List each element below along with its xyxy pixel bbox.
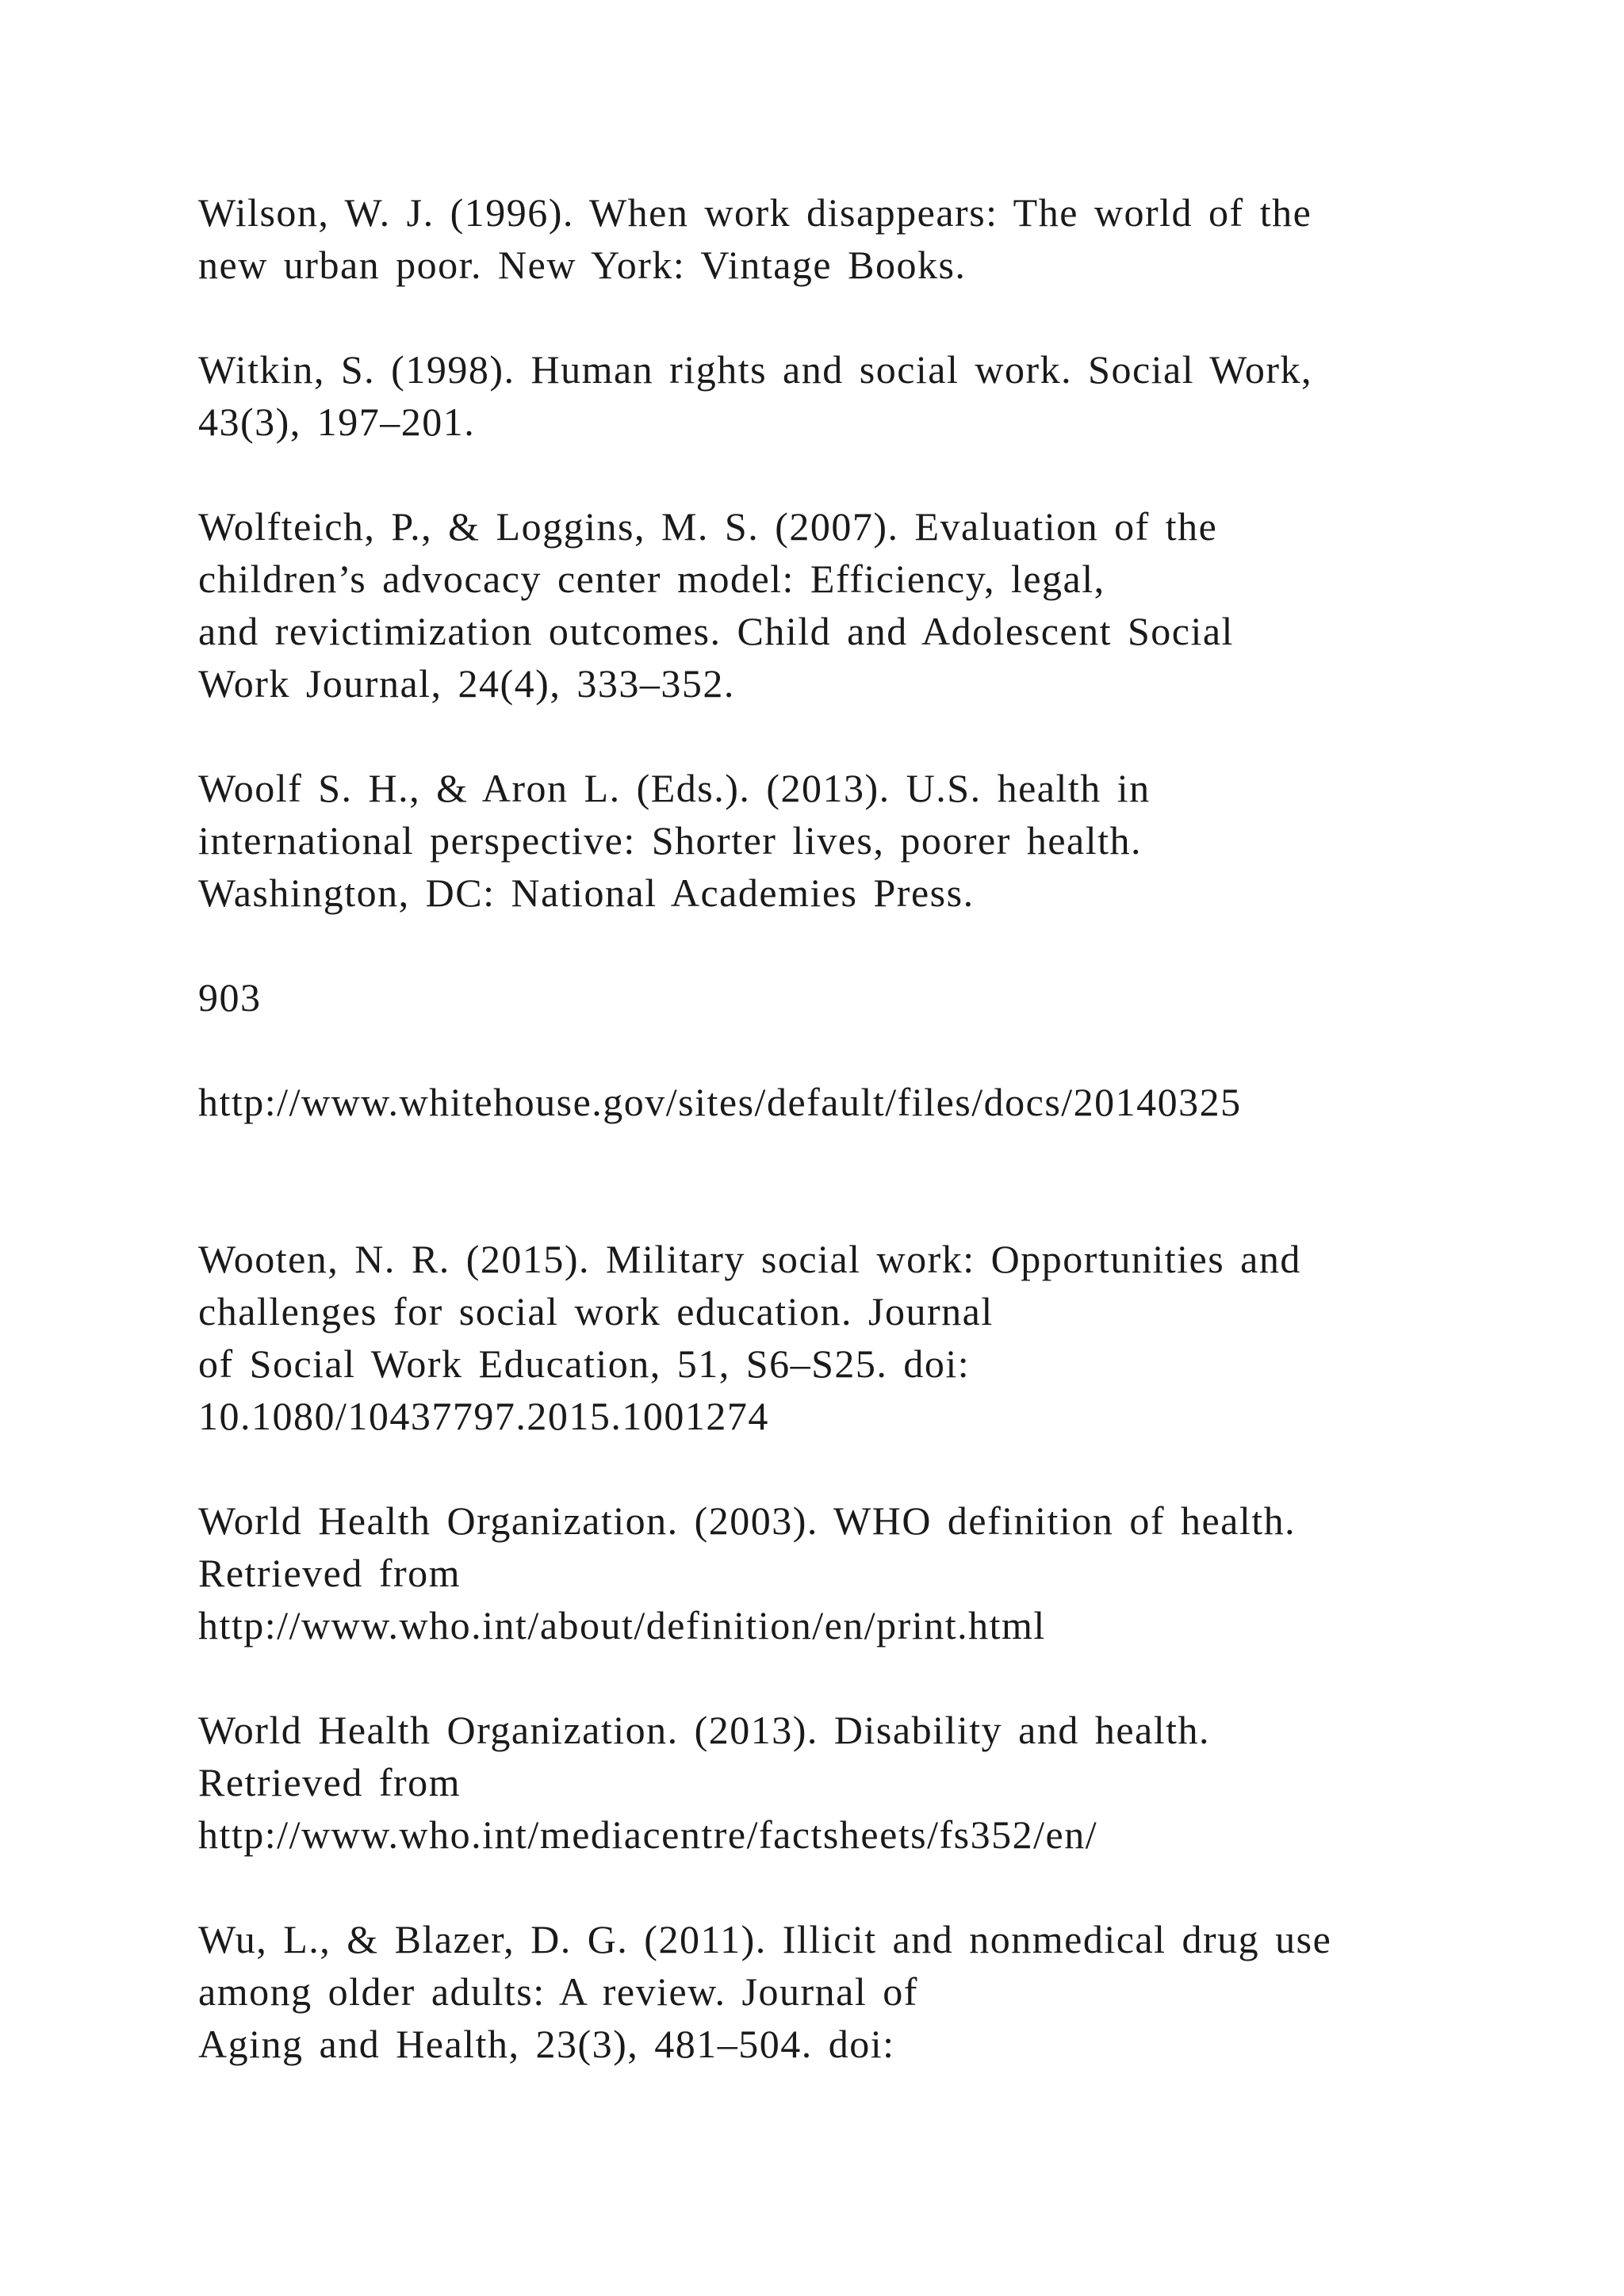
reference-entry: [198, 1494, 1499, 1651]
reference-entry: [198, 1233, 1499, 1442]
reference-line: of Social Work Education, 51, S6–S25. doi:: [198, 1341, 971, 1386]
url-fragment: http://www.whitehouse.gov/sites/default/files/docs/20140325: [198, 1080, 1242, 1124]
reference-line: Witkin, S. (1998). Human rights and social work. Social Work,: [198, 347, 1313, 392]
reference-line: Retrieved from: [198, 1551, 462, 1595]
page-number: 903: [198, 975, 262, 1020]
reference-line: Work Journal, 24(4), 333–352.: [198, 661, 735, 706]
reference-line: and revictimization outcomes. Child and Adolescent Social: [198, 609, 1234, 653]
reference-line: World Health Organization. (2003). WHO definition of health.: [198, 1498, 1297, 1543]
reference-url: http://www.who.int/about/definition/en/print.html: [198, 1603, 1046, 1647]
reference-line: Washington, DC: National Academies Press.: [198, 871, 975, 915]
reference-line: among older adults: A review. Journal of: [198, 1969, 918, 2014]
reference-entry: [198, 500, 1499, 710]
reference-line: new urban poor. New York: Vintage Books.: [198, 243, 967, 287]
reference-list: [198, 186, 1499, 2122]
reference-entry: [198, 343, 1499, 448]
reference-url: http://www.who.int/mediacentre/factsheets/fs352/en/: [198, 1812, 1098, 1857]
reference-line: Retrieved from: [198, 1760, 462, 1804]
reference-line: international perspective: Shorter lives, poorer health.: [198, 818, 1143, 863]
reference-line: Wu, L., & Blazer, D. G. (2011). Illicit and nonmedical drug use: [198, 1917, 1332, 1961]
reference-line: 10.1080/10437797.2015.1001274: [198, 1394, 769, 1438]
reference-entry: [198, 1704, 1499, 1861]
reference-line: Aging and Health, 23(3), 481–504. doi:: [198, 2022, 895, 2066]
reference-line: challenges for social work education. Journal: [198, 1289, 994, 1334]
reference-entry: [198, 186, 1499, 291]
reference-entry: [198, 1913, 1499, 2070]
reference-entry: [198, 762, 1499, 919]
reference-line: Wilson, W. J. (1996). When work disappears: The world of the: [198, 190, 1312, 235]
reference-line: World Health Organization. (2013). Disability and health.: [198, 1708, 1210, 1752]
reference-line: 43(3), 197–201.: [198, 400, 476, 444]
reference-line: Woolf S. H., & Aron L. (Eds.). (2013). U.S. health in: [198, 766, 1151, 810]
reference-line: Wolfteich, P., & Loggins, M. S. (2007). Evaluation of the: [198, 504, 1218, 549]
reference-line: children’s advocacy center model: Efficiency, legal,: [198, 557, 1105, 601]
reference-line: Wooten, N. R. (2015). Military social work: Opportunities and: [198, 1237, 1301, 1281]
